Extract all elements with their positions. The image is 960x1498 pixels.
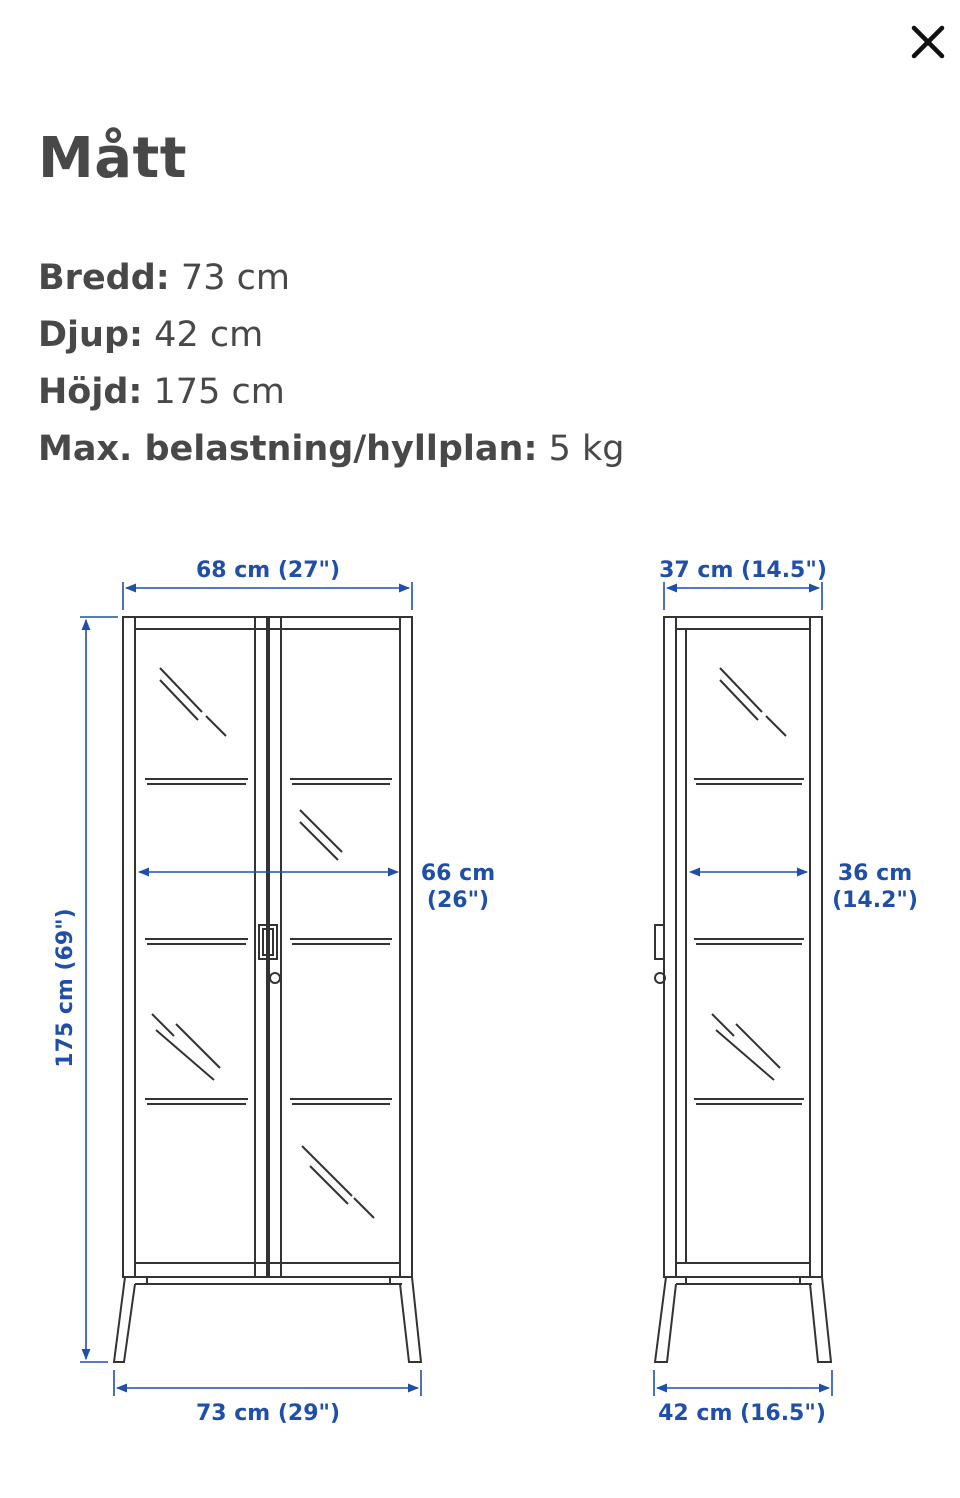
- front-dimension-lines: [80, 582, 421, 1396]
- front-cabinet-drawing: [114, 617, 421, 1362]
- side-inner-depth-cm-label: 36 cm: [837, 861, 913, 886]
- spec-depth: Djup: 42 cm: [38, 315, 264, 355]
- front-inner-width-in-label: (26"): [426, 888, 490, 913]
- front-top-width-label: 68 cm (27"): [195, 558, 341, 583]
- side-bottom-depth-label: 42 cm (16.5"): [658, 1401, 826, 1426]
- page-title: Mått: [38, 126, 188, 191]
- close-button[interactable]: [900, 20, 956, 64]
- spec-max-load: Max. belastning/hyllplan: 5 kg: [38, 429, 625, 469]
- dimension-diagram: [0, 520, 960, 1498]
- close-icon: [908, 22, 948, 62]
- side-inner-depth-in-label: (14.2"): [832, 888, 918, 913]
- side-top-depth-label: 37 cm (14.5"): [659, 558, 827, 583]
- front-inner-width-cm-label: 66 cm: [420, 861, 496, 886]
- front-bottom-width-label: 73 cm (29"): [195, 1401, 341, 1426]
- spec-width: Bredd: 73 cm: [38, 258, 290, 298]
- dimension-specs: [38, 250, 624, 478]
- spec-height: Höjd: 175 cm: [38, 372, 285, 412]
- front-height-label: 175 cm (69"): [53, 908, 78, 1068]
- side-cabinet-drawing: [655, 617, 831, 1362]
